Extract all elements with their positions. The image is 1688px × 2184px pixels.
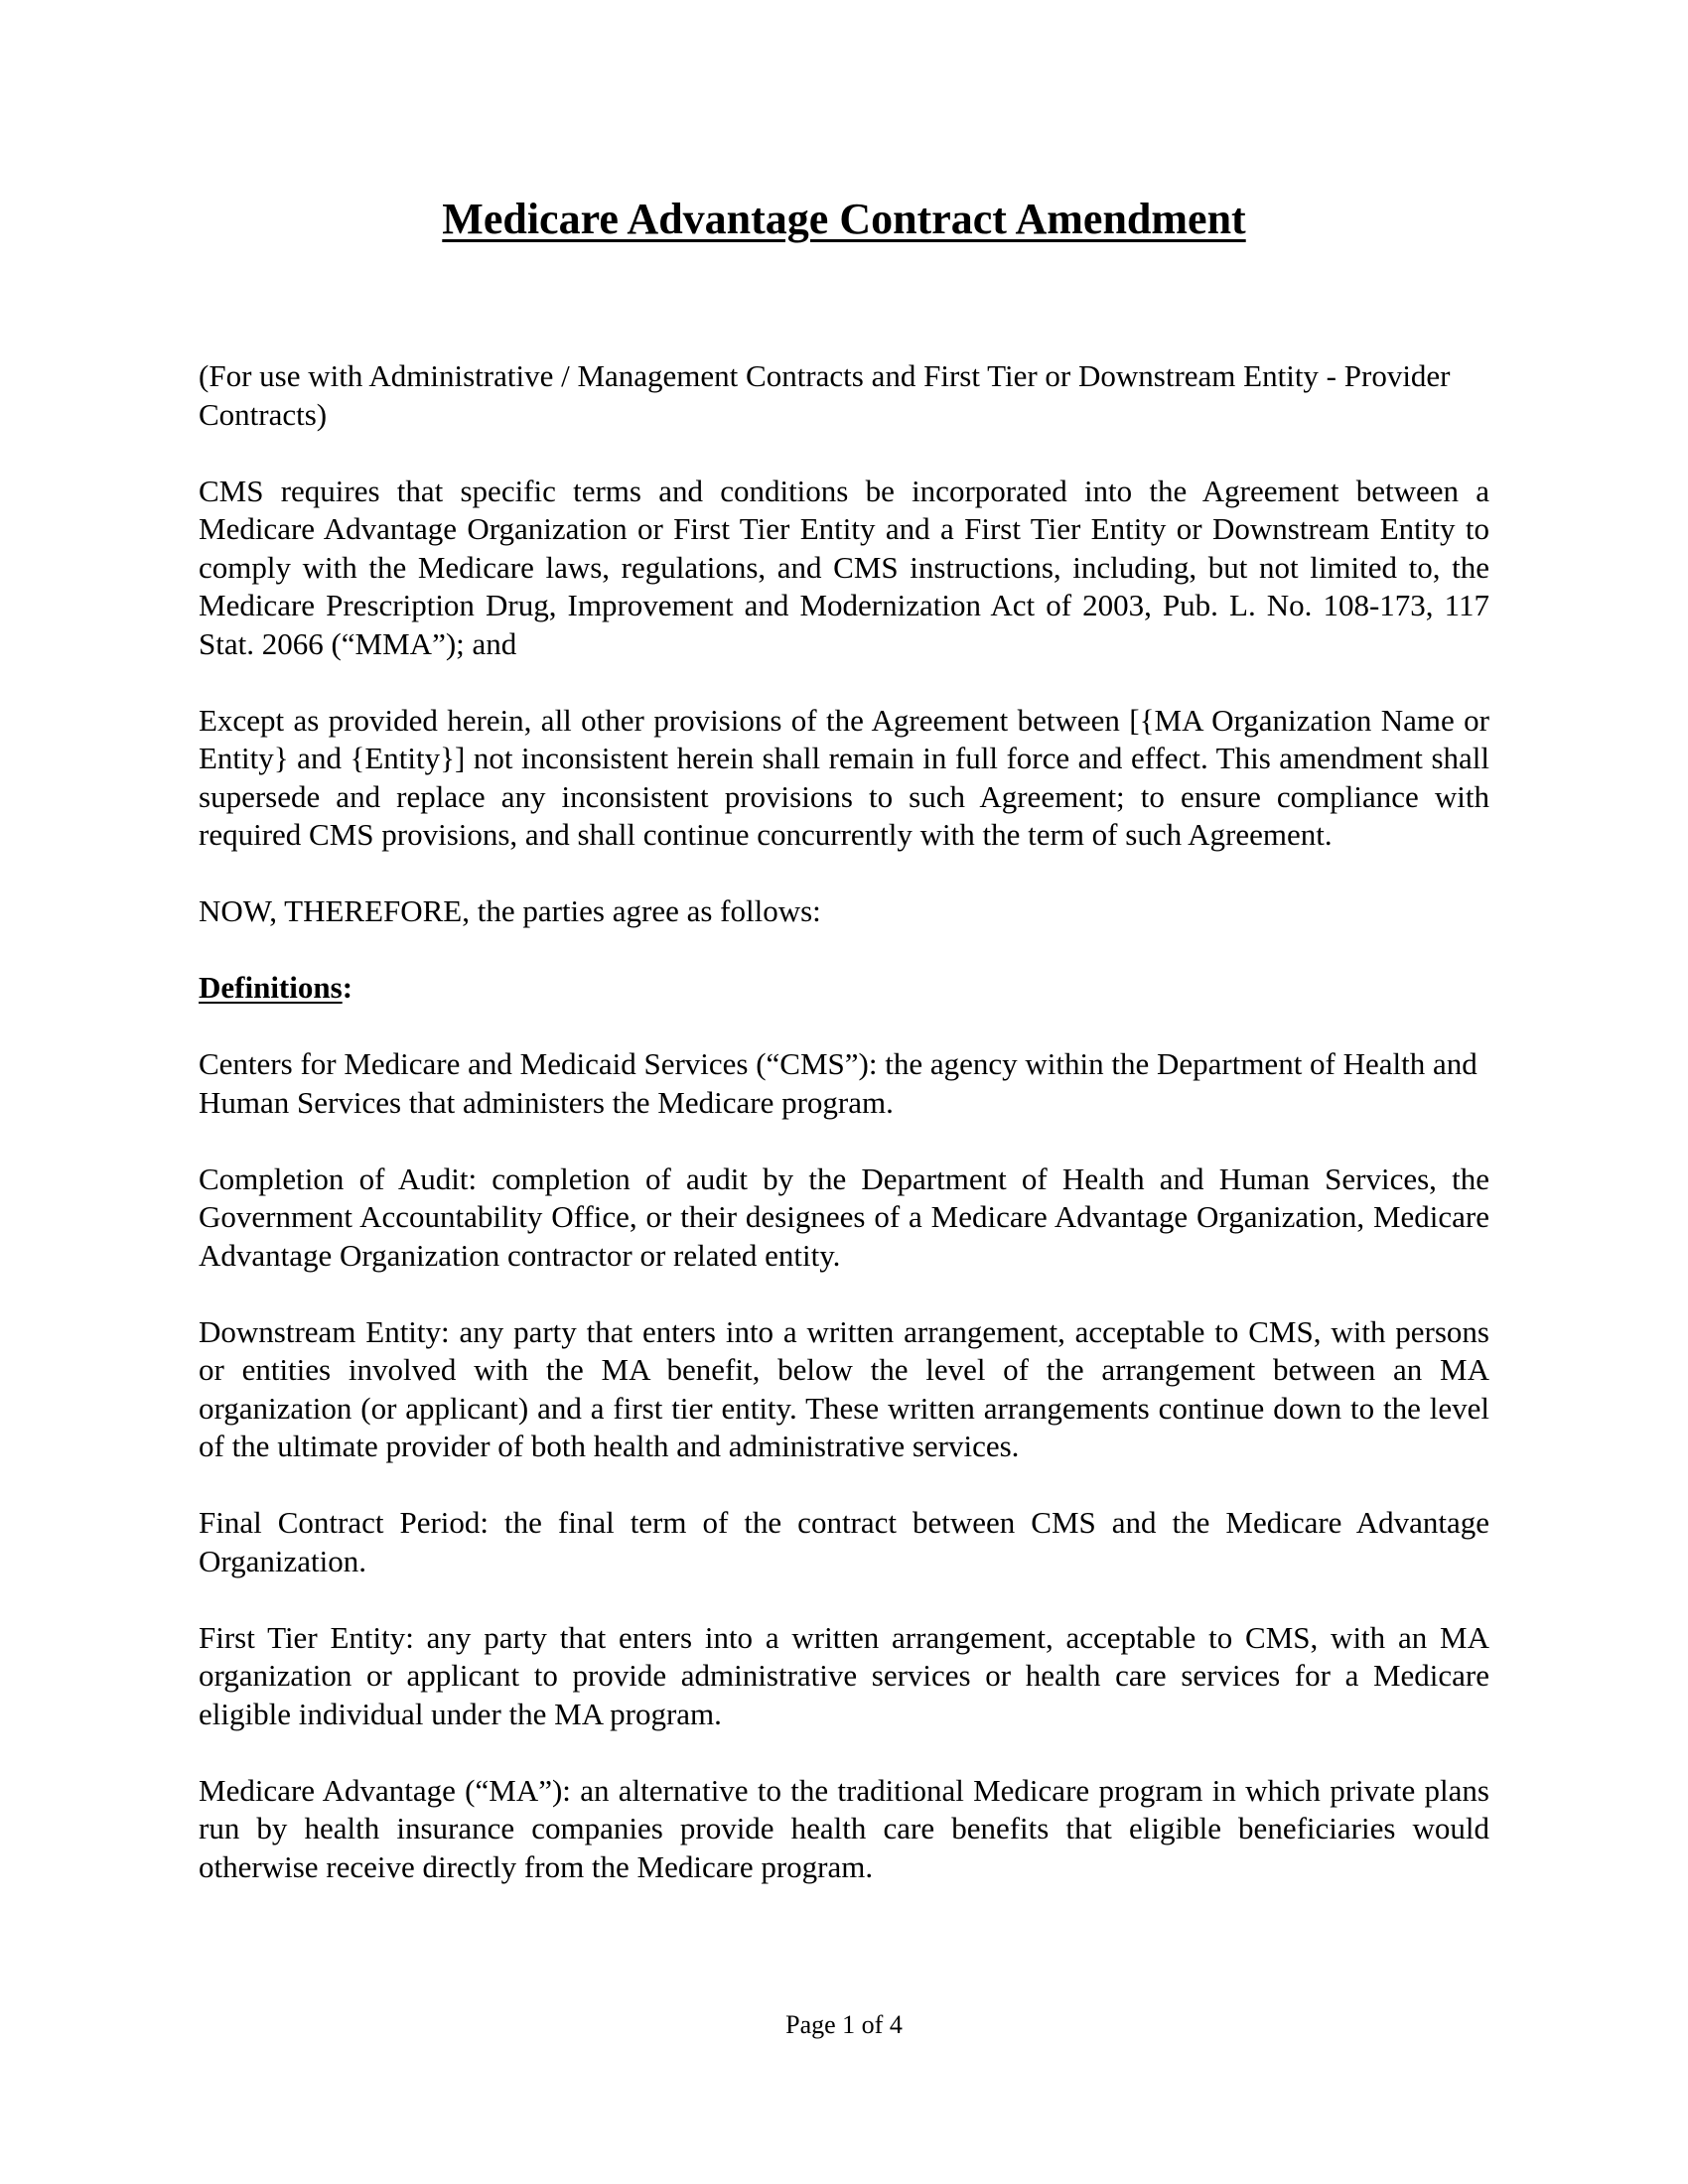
except-paragraph: Except as provided herein, all other provisions of the Agreement between [{MA Organization Name or Entity} and {Entity}] not inconsistent herein shall remain in full force and effect. This amendment shall supersede and replace any inconsistent provisions to such Agreement; to ensure compliance with required CMS provisions, and shall continue concurrently with the term of such Agreement. <box>199 702 1489 852</box>
page-number-footer: Page 1 of 4 <box>785 2010 903 2039</box>
definition-completion-of-audit: Completion of Audit: completion of audit by the Department of Health and Human Services, the Government Accountability Office, or their designees of a Medicare Advantage Organization, Medicare Advantage Organization contractor or related entity. <box>199 1160 1489 1273</box>
definitions-heading <box>199 969 1489 1008</box>
cms-requires-paragraph: CMS requires that specific terms and conditions be incorporated into the Agreement between a Medicare Advantage Organization or First Tier Entity and a First Tier Entity or Downstream Entity to comply with the Medicare laws, regulations, and CMS instructions, including, but not limited to, the Medicare Prescription Drug, Improvement and Modernization Act of 2003, Pub. L. No. 108-173, 117 Stat. 2066 (“MMA”); and <box>199 473 1489 661</box>
definition-downstream-entity: Downstream Entity: any party that enters into a written arrangement, acceptable to CMS, with persons or entities involved with the MA benefit, below the level of the arrangement between an MA organization (or applicant) and a first tier entity. These written arrangements continue down to the level of the ultimate provider of both health and administrative services. <box>199 1313 1489 1463</box>
definition-final-contract-period: Final Contract Period: the final term of the contract between CMS and the Medicare Advantage Organization. <box>199 1505 1489 1578</box>
definition-first-tier-entity: First Tier Entity: any party that enters into a written arrangement, acceptable to CMS, with an MA organization or applicant to provide administrative services or health care services for a Medicare eligible individual under the MA program. <box>199 1619 1489 1731</box>
definitions-heading-colon: : <box>342 970 353 1005</box>
document-body <box>199 357 1489 1925</box>
document-title: Medicare Advantage Contract Amendment <box>442 195 1246 243</box>
definitions-heading-text: Definitions <box>199 970 343 1005</box>
definition-cms: Centers for Medicare and Medicaid Services (“CMS”): the agency within the Department of Health and Human Services that administers the Medicare program. <box>199 1046 1477 1120</box>
subtitle-paragraph: (For use with Administrative / Management Contracts and First Tier or Downstream Entity - Provider Contracts) <box>199 358 1451 432</box>
definition-medicare-advantage: Medicare Advantage (“MA”): an alternative to the traditional Medicare program in which private plans run by health insurance companies provide health care benefits that eligible beneficiaries would otherwise receive directly from the Medicare program. <box>199 1772 1489 1884</box>
now-therefore-paragraph: NOW, THEREFORE, the parties agree as follows: <box>199 893 821 928</box>
